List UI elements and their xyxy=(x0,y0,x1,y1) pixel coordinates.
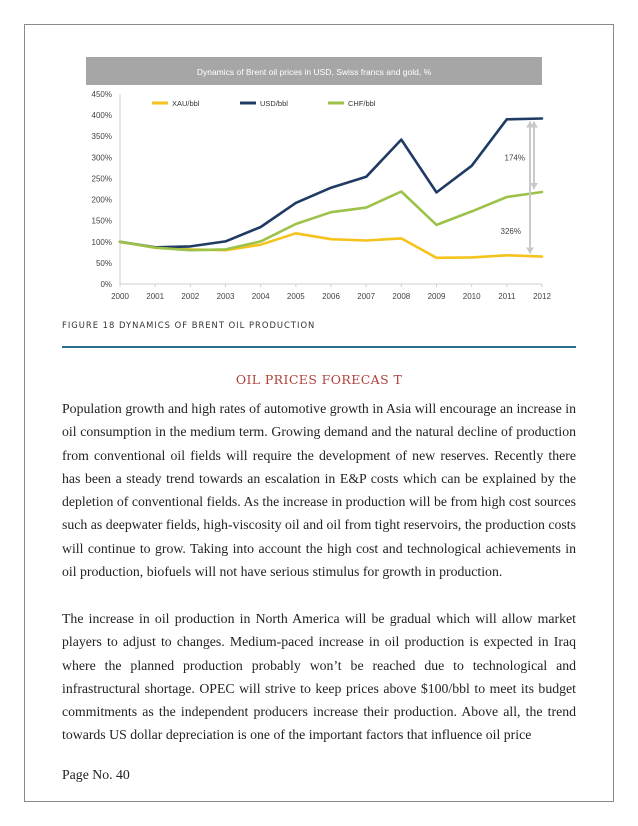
y-tick-label: 300% xyxy=(91,153,112,163)
annotation-arrowhead xyxy=(526,248,534,254)
x-tick-label: 2007 xyxy=(357,292,376,301)
y-axis xyxy=(92,90,120,289)
annotation-arrowhead xyxy=(530,183,538,189)
x-tick-label: 2001 xyxy=(146,292,165,301)
chart-title: Dynamics of Brent oil prices in USD, Swiss francs and gold, % xyxy=(196,67,432,77)
page-number: Page No. 40 xyxy=(62,767,130,782)
y-tick-label: 150% xyxy=(91,216,112,226)
annotation-label: 326% xyxy=(500,227,521,237)
x-tick-label: 2009 xyxy=(427,292,446,301)
x-tick-label: 2005 xyxy=(286,292,305,301)
y-tick-label: 350% xyxy=(91,132,112,142)
x-tick-label: 2003 xyxy=(216,292,235,301)
y-tick-label: 450% xyxy=(91,90,112,99)
section-divider xyxy=(62,346,576,348)
y-tick-label: 0% xyxy=(100,280,112,289)
series-line-chf-bbl xyxy=(120,192,542,251)
x-tick-label: 2010 xyxy=(462,292,481,301)
legend-label: CHF/bbl xyxy=(348,99,376,108)
chart-legend xyxy=(152,99,376,108)
x-tick-label: 2004 xyxy=(251,292,270,301)
x-tick-label: 2011 xyxy=(498,292,516,301)
x-tick-label: 2006 xyxy=(322,292,340,301)
x-tick-label: 2008 xyxy=(392,292,411,301)
x-axis xyxy=(111,284,551,301)
y-tick-label: 100% xyxy=(91,237,112,247)
annotation-label: 174% xyxy=(504,153,525,163)
chart-annotations xyxy=(501,121,538,253)
brent-price-chart xyxy=(72,52,560,310)
legend-label: XAU/bbl xyxy=(172,99,200,108)
legend-label: USD/bbl xyxy=(260,99,288,108)
y-tick-label: 400% xyxy=(91,111,112,121)
body-paragraph-1: Population growth and high rates of automotive growth in Asia will encourage an increase in oil consumption in the medium term. Growing demand and the natural decline of production from conventional oil fields will require the development of new reserves. Recently there has been a steady trend towards an escalation in E&P costs which can be explained by the depletion of conventional fields. As the increase in production will be from high cost sources such as deepwater fields, high-viscosity oil and oil from tight reservoirs, the production costs will continue to grow. Taking into account the high cost and technological achievements in oil production, biofuels will not have serious stimulus for growth in production. xyxy=(62,401,576,580)
y-tick-label: 200% xyxy=(91,195,112,205)
y-tick-label: 250% xyxy=(91,174,112,184)
y-tick-label: 50% xyxy=(95,258,112,268)
x-tick-label: 2002 xyxy=(181,292,200,301)
section-heading: OIL PRICES FORECAS T xyxy=(235,372,403,387)
series-lines xyxy=(120,119,542,258)
figure-caption: FIGURE 18 DYNAMICS OF BRENT OIL PRODUCTION xyxy=(62,320,316,330)
x-tick-label: 2000 xyxy=(111,292,129,301)
x-tick-label: 2012 xyxy=(533,292,551,301)
body-paragraph-2: The increase in oil production in North America will be gradual which will allow market players to adjust to changes. Medium-paced increase in oil production is expected in Iraq where the planned production probably won’t be reached due to technological and infrastructural shortage. OPEC will strive to keep prices above $100/bbl to meet its budget commitments as the independent producers increase their production. Above all, the trend towards US dollar depreciation is one of the important factors that influence oil price xyxy=(62,611,576,743)
series-line-usd-bbl xyxy=(120,119,542,248)
